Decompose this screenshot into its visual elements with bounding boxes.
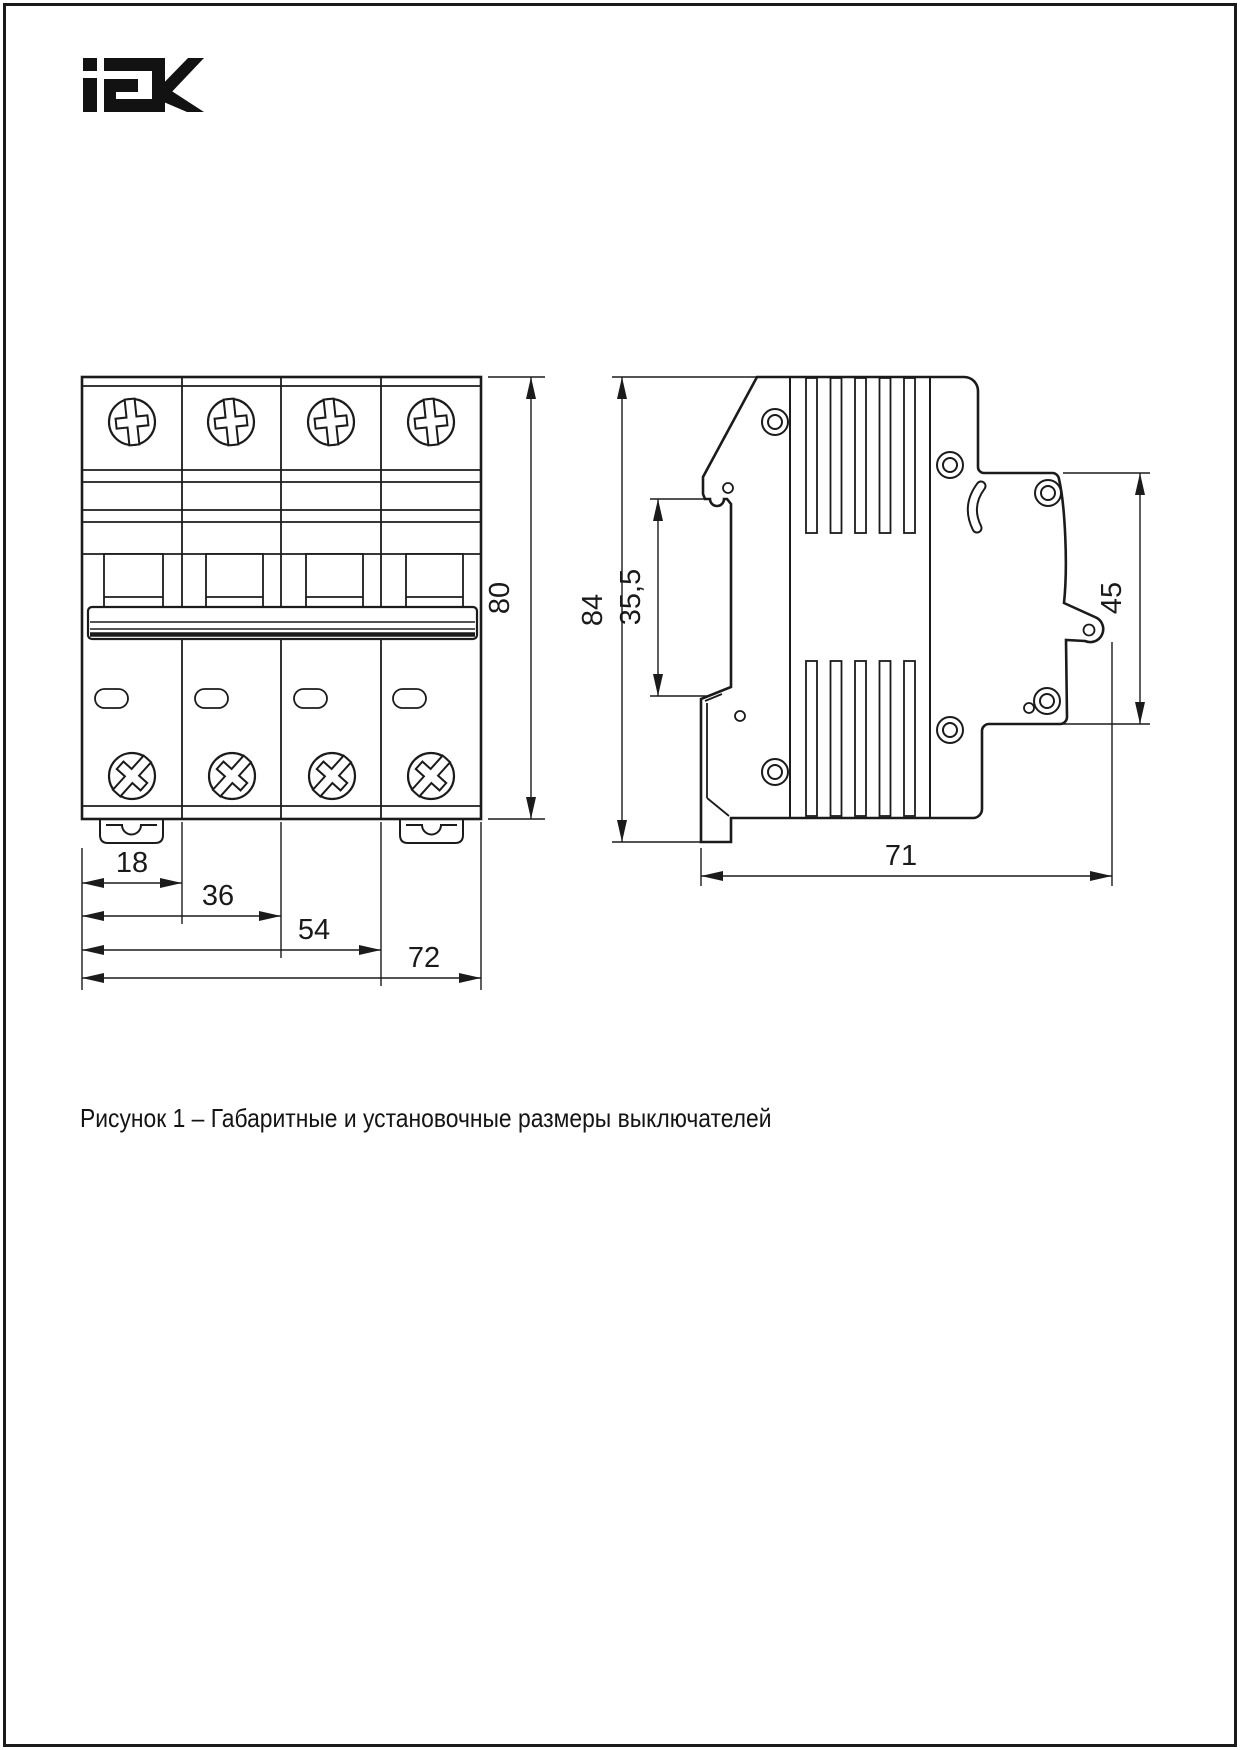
dim-label-355: 35,5: [615, 568, 647, 626]
dim-width-54: [82, 914, 381, 955]
din-clip: [100, 819, 163, 843]
toggle-windows: [104, 554, 463, 607]
arrowhead: [701, 871, 723, 881]
side-view-body: [701, 377, 1103, 842]
dim-label-45: 45: [1096, 581, 1128, 615]
curved-slot: [972, 486, 981, 528]
side-view-dimensions: [577, 377, 1150, 886]
dim-label-80: 80: [484, 581, 516, 615]
arrowhead: [617, 820, 627, 842]
page-border: [5, 5, 1236, 1746]
pin-hole: [735, 711, 745, 721]
dim-label-84: 84: [577, 593, 609, 627]
arrowhead: [617, 377, 627, 399]
arrowhead: [82, 878, 104, 888]
dim-label-71: 71: [884, 840, 918, 872]
iek-logo: [83, 58, 204, 112]
label-slots: [95, 689, 426, 708]
dim-height-80: [484, 377, 545, 819]
vent-slots-bottom: [806, 661, 915, 816]
screw-icon: [305, 748, 360, 804]
front-view-dimensions: [82, 377, 545, 990]
dim-width-18: [82, 847, 182, 888]
arrowhead: [1090, 871, 1112, 881]
dim-label-54: 54: [297, 914, 331, 946]
pin-hole: [723, 483, 733, 493]
screw-icon: [404, 748, 459, 804]
screw-icon: [208, 397, 254, 446]
vent-slots-top: [806, 378, 915, 533]
din-clip: [400, 819, 463, 843]
arrowhead: [1135, 702, 1145, 724]
front-view: [82, 377, 545, 990]
front-view-body: [82, 377, 481, 843]
screw-icon: [105, 748, 160, 804]
arrowhead: [160, 878, 182, 888]
toggle-pin-hole: [1084, 625, 1095, 636]
arrowhead: [82, 973, 104, 983]
arrowhead: [653, 499, 663, 521]
pin-hole: [1024, 703, 1034, 713]
rivet-icon: [1034, 688, 1060, 714]
dim-depth-71: [701, 642, 1112, 886]
screw-icon: [109, 397, 155, 446]
figure-caption: Рисунок 1 – Габаритные и установочные размеры выключателей: [80, 1104, 772, 1134]
side-view: [577, 377, 1150, 886]
rivet-icon: [937, 452, 963, 478]
dim-label-72: 72: [407, 942, 441, 974]
arrowhead: [82, 945, 104, 955]
arrowhead: [82, 911, 104, 921]
rivet-icon: [1035, 480, 1061, 506]
rivet-icon: [937, 717, 963, 743]
arrowhead: [459, 973, 481, 983]
handle-bar: [88, 607, 477, 639]
arrowhead: [653, 674, 663, 696]
arrowhead: [526, 797, 536, 819]
arrowhead: [526, 377, 536, 399]
rivet-icon: [762, 759, 788, 785]
rivet-icon: [762, 409, 788, 435]
dim-recess-355: [615, 499, 708, 696]
screw-icon: [205, 748, 260, 804]
din-latch: [705, 694, 729, 816]
arrowhead: [359, 945, 381, 955]
dim-label-36: 36: [201, 880, 235, 912]
screw-icon: [408, 397, 454, 446]
arrowhead: [1135, 473, 1145, 495]
dim-label-18: 18: [115, 847, 149, 879]
arrowhead: [259, 911, 281, 921]
screw-icon: [308, 397, 354, 446]
dim-front-45: [1062, 473, 1150, 724]
